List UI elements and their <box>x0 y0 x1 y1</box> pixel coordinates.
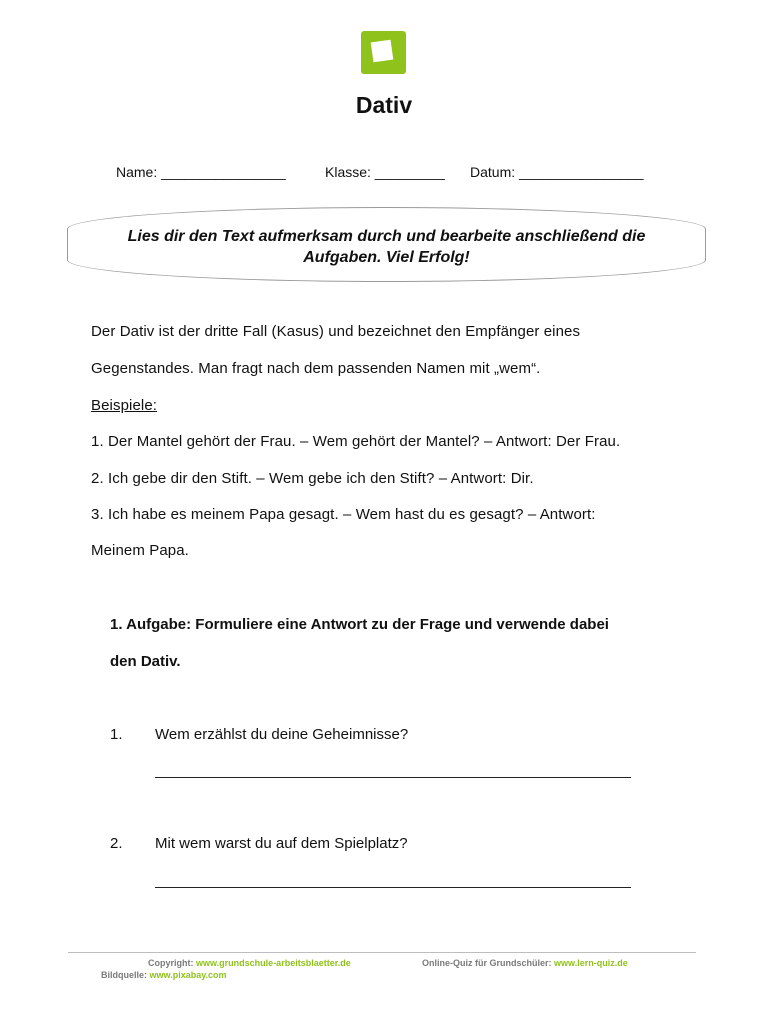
footer-copyright <box>148 958 351 968</box>
image-source-label: Bildquelle: <box>101 970 148 980</box>
square-logo-icon <box>361 31 406 74</box>
question-text-1: Wem erzählst du deine Geheimnisse? <box>155 726 409 743</box>
answer-line-2[interactable] <box>155 887 631 888</box>
footer-divider <box>68 952 696 953</box>
example-1: 1. Der Mantel gehört der Frau. – Wem gehört der Mantel? – Antwort: Der Frau. <box>91 433 621 450</box>
instruction-line-1: Lies dir den Text aufmerksam durch und bearbeite anschließend die <box>127 228 646 245</box>
quiz-link[interactable]: www.lern-quiz.de <box>554 958 628 968</box>
instruction-text <box>67 226 706 268</box>
body-line-1: Der Dativ ist der dritte Fall (Kasus) und bezeichnet den Empfänger eines <box>91 323 581 340</box>
examples-heading: Beispiele: <box>91 397 158 414</box>
instruction-line-2: Aufgaben. Viel Erfolg! <box>303 249 470 266</box>
task-heading-line-1: 1. Aufgabe: Formuliere eine Antwort zu der Frage und verwende dabei <box>110 616 609 633</box>
task-heading-line-2: den Dativ. <box>110 653 181 670</box>
footer-quiz <box>422 958 628 968</box>
page-title: Dativ <box>355 92 413 118</box>
body-line-2: Gegenstandes. Man fragt nach dem passenden Namen mit „wem“. <box>91 360 541 377</box>
quiz-label: Online-Quiz für Grundschüler: <box>422 958 552 968</box>
footer-image-source <box>101 970 227 980</box>
copyright-link[interactable]: www.grundschule-arbeitsblaetter.de <box>196 958 351 968</box>
name-field: Name: ________________ <box>116 164 286 180</box>
example-3: 3. Ich habe es meinem Papa gesagt. – Wem hast du es gesagt? – Antwort: <box>91 506 596 523</box>
question-number-1: 1. <box>110 726 123 743</box>
question-number-2: 2. <box>110 835 123 852</box>
date-field: Datum: ________________ <box>470 164 644 180</box>
example-3-continued: Meinem Papa. <box>91 542 189 559</box>
example-2: 2. Ich gebe dir den Stift. – Wem gebe ich den Stift? – Antwort: Dir. <box>91 470 534 487</box>
logo-inner-square <box>371 40 394 63</box>
question-text-2: Mit wem warst du auf dem Spielplatz? <box>155 835 408 852</box>
answer-line-1[interactable] <box>155 777 631 778</box>
image-source-link[interactable]: www.pixabay.com <box>149 970 227 980</box>
copyright-label: Copyright: <box>148 958 194 968</box>
class-field: Klasse: _________ <box>325 164 445 180</box>
